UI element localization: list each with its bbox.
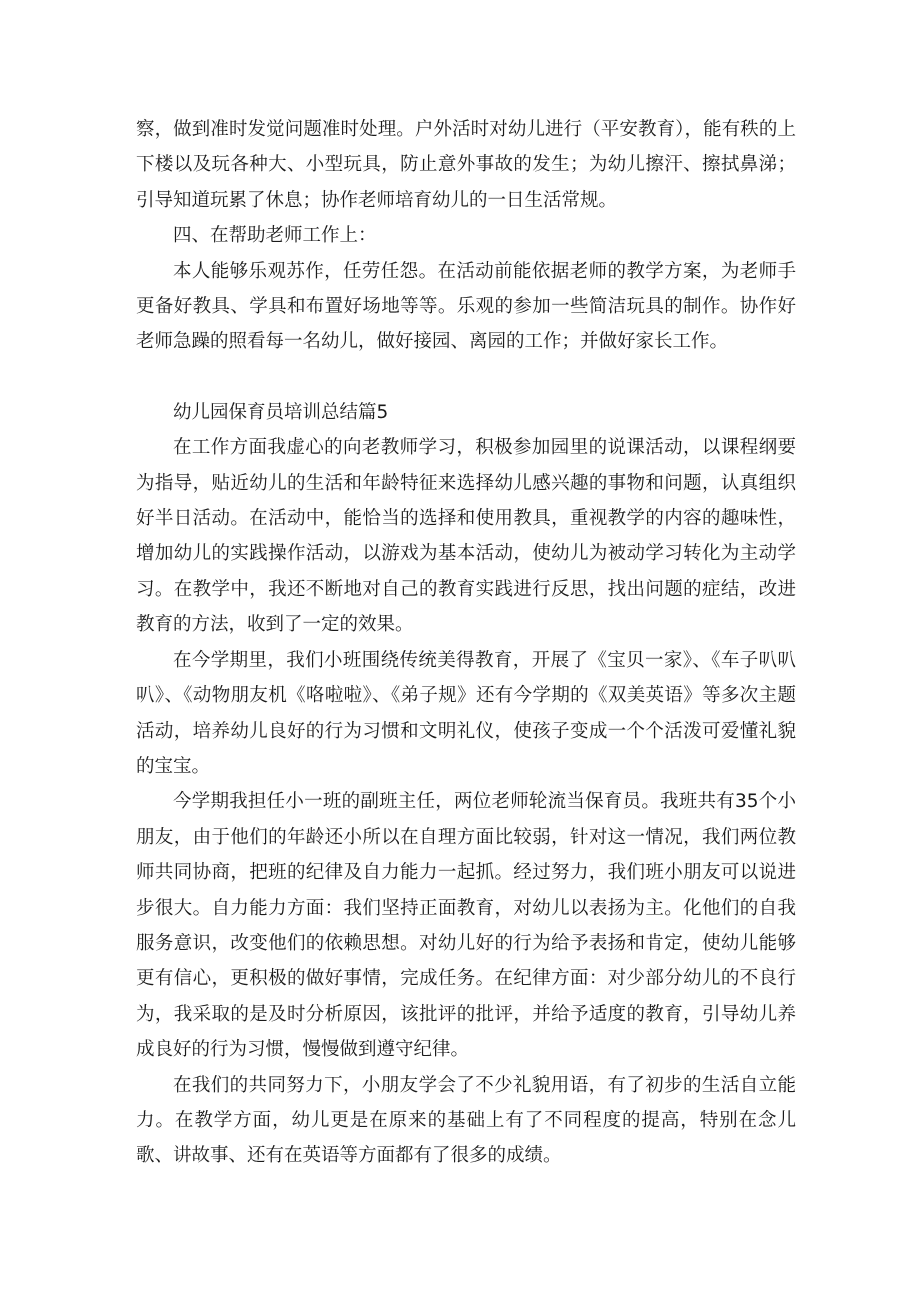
article-title: 幼儿园保育员培训总结篇5 xyxy=(173,401,389,423)
paragraph-semester-themes: 在今学期里，我们小班围绕传统美得教育，开展了《宝贝一家》、《车子叭叭叭》、《动物朋友机《咯啦啦》、《弟子规》还有今学期的《双美英语》等多次主题活动，培养幼儿良好的行为习惯和文明礼仪，使孩子变成一个个活泼可爱懂礼貌的宝宝。 xyxy=(136,649,796,777)
paragraph-class-management: 今学期我担任小一班的副班主任，两位老师轮流当保育员。我班共有35个小朋友，由于他们的年龄还小所以在自理方面比较弱，针对这一情况，我们两位教师共同协商，把班的纪律及自力能力一起抓。经过努力，我们班小朋友可以说进步很大。自力能力方面：我们坚持正面教育，对幼儿以表扬为主。化他们的自我服务意识，改变他们的依赖思想。对幼儿好的行为给予表扬和肯定，使幼儿能够更有信心，更积极的做好事情，完成任务。在纪律方面：对少部分幼儿的不良行为，我采取的是及时分析原因，该批评的批评，并给予适度的教育，引导幼儿养成良好的行为习惯，慢慢做到遵守纪律。 xyxy=(136,791,796,1061)
document-body xyxy=(136,112,796,1174)
paragraph-continuation: 察，做到准时发觉问题准时处理。户外活时对幼儿进行（平安教育），能有秩的上下楼以及玩各种大、小型玩具，防止意外事故的发生；为幼儿擦汗、擦拭鼻涕；引导知道玩累了休息；协作老师培育幼儿的一日生活常规。 xyxy=(136,119,796,211)
paragraph-work-aspect: 在工作方面我虚心的向老教师学习，积极参加园里的说课活动，以课程纲要为指导，贴近幼儿的生活和年龄特征来选择幼儿感兴趣的事物和问题，认真组织好半日活动。在活动中，能恰当的选择和使用教具，重视教学的内容的趣味性，增加幼儿的实践操作活动，以游戏为基本活动，使幼儿为被动学习转化为主动学习。在教学中，我还不断地对自己的教育实践进行反思，找出问题的症结，改进教育的方法，收到了一定的效果。 xyxy=(136,437,796,636)
section-heading-four: 四、在帮助老师工作上： xyxy=(173,225,377,247)
paragraph-results: 在我们的共同努力下，小朋友学会了不少礼貌用语，有了初步的生活自立能力。在教学方面，幼儿更是在原来的基础上有了不同程度的提高，特别在念儿歌、讲故事、还有在英语等方面都有了很多的成绩。 xyxy=(136,1074,796,1167)
paragraph-gap xyxy=(136,360,796,395)
paragraph-assist-teacher: 本人能够乐观苏作，任劳任怨。在活动前能依据老师的教学方案，为老师手更备好教具、学具和布置好场地等等。乐观的参加一些简洁玩具的制作。协作好老师急躁的照看每一名幼儿，做好接园、离园的工作；并做好家长工作。 xyxy=(136,260,796,353)
